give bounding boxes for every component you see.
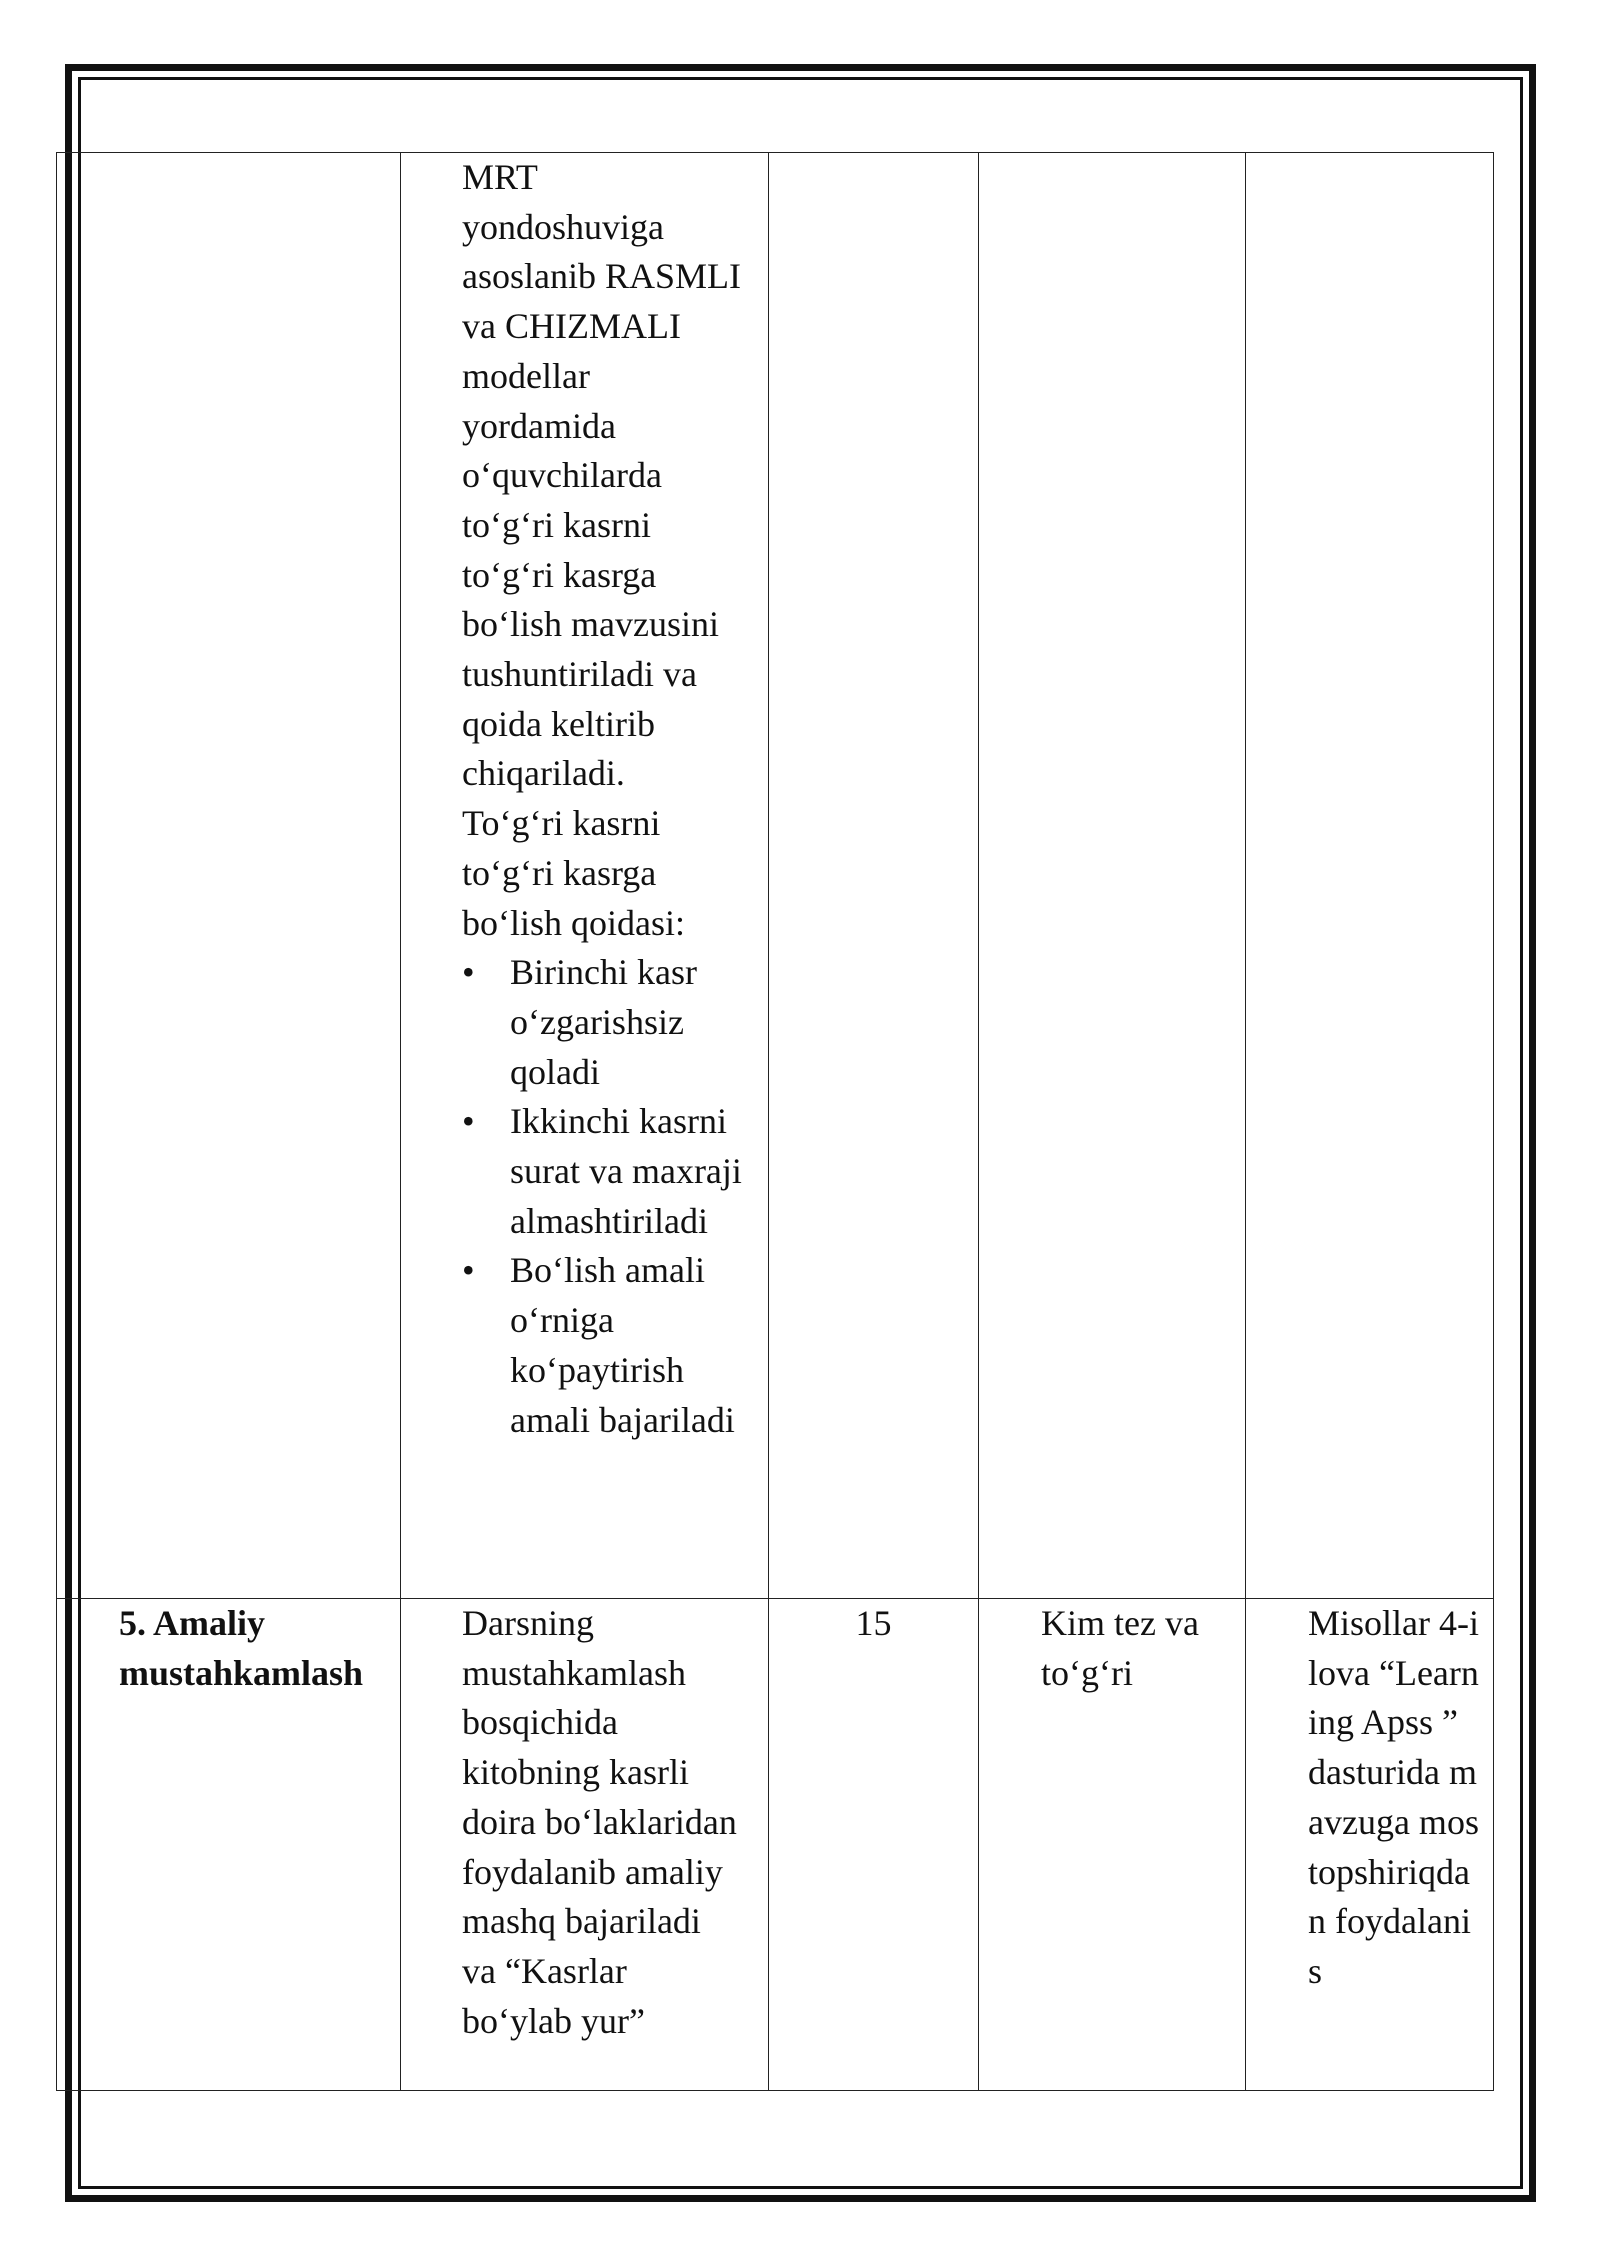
time-cell [769, 153, 979, 1599]
content-cell [401, 153, 769, 1599]
content-paragraph: Darsning mustahkamlash bosqichida kitobning kasrli doira bo‘laklaridan foydalanib amaliy mashq bajariladi va “Kasrlar bo‘ylab yur” [462, 1603, 737, 2041]
method-text: Kim tez va to‘g‘ri [1041, 1603, 1199, 1693]
list-item [462, 948, 760, 1097]
method-cell [979, 1599, 1246, 2091]
content-paragraph: MRT yondoshuviga asoslanib RASMLI va CHIZMALI modellar yordamida o‘quvchilarda to‘g‘ri kasrni to‘g‘ri kasrga bo‘lish mavzusini tushuntiriladi va qoida keltirib chiqariladi. [462, 157, 741, 794]
content-cell [401, 1599, 769, 2091]
rule-text: Bo‘lish amali o‘rniga ko‘paytirish amali bajariladi [510, 1250, 735, 1440]
time-cell [769, 1599, 979, 2091]
bullet-icon: • [462, 1101, 475, 1142]
time-value: 15 [855, 1603, 892, 1643]
rule-text: Ikkinchi kasrni surat va maxraji almashtiriladi [510, 1101, 742, 1241]
lesson-plan-table [56, 152, 1494, 2091]
stage-label: 5. Amaliy mustahkamlash [119, 1603, 364, 1693]
rule-heading: To‘g‘ri kasrni to‘g‘ri kasrga bo‘lish qoidasi: [462, 803, 685, 943]
method-cell [979, 153, 1246, 1599]
table-row [57, 153, 1494, 1599]
list-item [462, 1246, 760, 1445]
bullet-icon: • [462, 952, 475, 993]
stage-cell [57, 153, 401, 1599]
rule-list [462, 948, 760, 1445]
resources-cell [1246, 1599, 1494, 2091]
table-row [57, 1599, 1494, 2091]
resources-text: Misollar 4-ilova “Learning Apss ” dasturida mavzuga mos topshiriqdan foydalanis [1308, 1603, 1479, 1991]
bullet-icon: • [462, 1250, 475, 1291]
list-item [462, 1097, 760, 1246]
rule-text: Birinchi kasr o‘zgarishsiz qoladi [510, 952, 697, 1092]
resources-cell [1246, 153, 1494, 1599]
stage-cell [57, 1599, 401, 2091]
